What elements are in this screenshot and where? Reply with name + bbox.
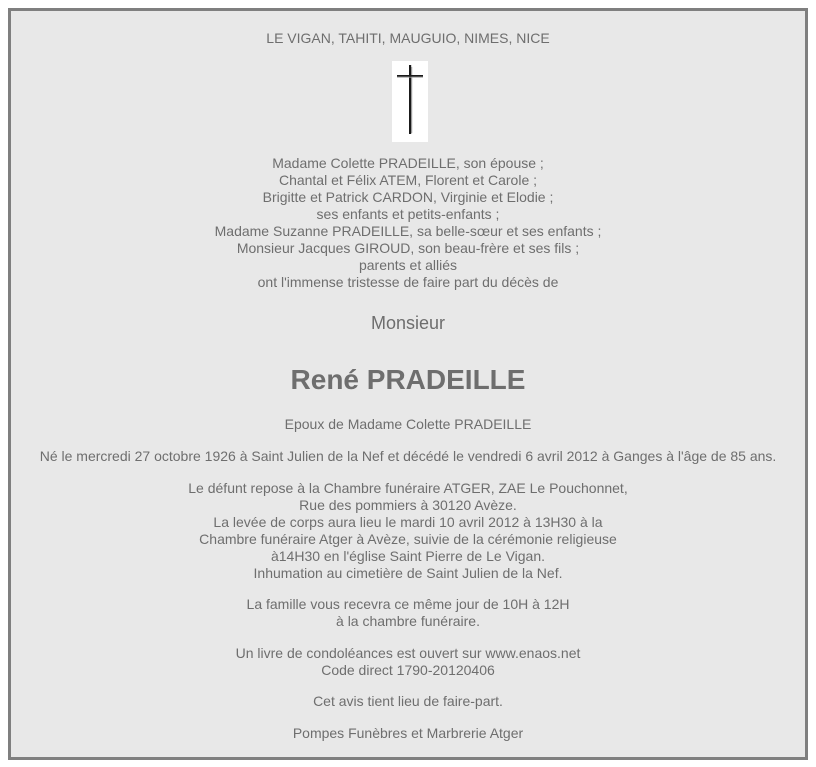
- family-line: ont l'immense tristesse de faire part du décès de: [257, 274, 559, 290]
- reception-line: La famille vous recevra ce même jour de 10H à 12H: [246, 596, 570, 612]
- condolence-details: [11, 645, 805, 679]
- family-line: parents et alliés: [358, 257, 458, 273]
- ceremony-line: Rue des pommiers à 30120 Avèze.: [299, 497, 517, 513]
- obituary-card: [8, 8, 808, 760]
- cross-icon: [392, 61, 428, 142]
- deceased-name: René PRADEILLE: [290, 364, 526, 395]
- condolence-code-line: Code direct 1790-20120406: [321, 662, 495, 678]
- ceremony-line: Inhumation au cimetière de Saint Julien de la Nef.: [253, 565, 563, 581]
- funeral-home-line: Pompes Funèbres et Marbrerie Atger: [292, 725, 524, 741]
- family-line: ses enfants et petits-enfants ;: [316, 206, 500, 222]
- ceremony-line: à14H30 en l'église Saint Pierre de Le Vigan.: [270, 548, 546, 564]
- reception-line: à la chambre funéraire.: [336, 613, 480, 629]
- cross-icon-graphic: [392, 61, 428, 142]
- family-line: Monsieur Jacques GIROUD, son beau-frère et ses fils ;: [236, 240, 580, 256]
- ceremony-line: La levée de corps aura lieu le mardi 10 avril 2012 à 13H30 à la: [213, 514, 603, 530]
- notice-line: Cet avis tient lieu de faire-part.: [313, 693, 503, 709]
- ceremony-line: Le défunt repose à la Chambre funéraire ATGER, ZAE Le Pouchonnet,: [188, 480, 628, 496]
- family-line: Madame Suzanne PRADEILLE, sa belle-sœur et ses enfants ;: [214, 223, 602, 239]
- family-line: Brigitte et Patrick CARDON, Virginie et Elodie ;: [262, 189, 554, 205]
- ceremony-line: Chambre funéraire Atger à Avèze, suivie de la cérémonie religieuse: [199, 531, 617, 547]
- family-line: Chantal et Félix ATEM, Florent et Carole ;: [278, 172, 538, 188]
- deceased-honorific: Monsieur: [370, 313, 446, 333]
- family-announcement: [11, 155, 805, 291]
- spouse-line: Epoux de Madame Colette PRADEILLE: [284, 416, 532, 432]
- reception-details: [11, 596, 805, 630]
- birth-death-line: Né le mercredi 27 octobre 1926 à Saint Julien de la Nef et décédé le vendredi 6 avril 2012 à Ganges à l'âge de 85 ans.: [39, 448, 777, 464]
- places-line: LE VIGAN, TAHITI, MAUGUIO, NIMES, NICE: [266, 30, 550, 46]
- condolence-line: Un livre de condoléances est ouvert sur www.enaos.net: [235, 645, 581, 661]
- ceremony-details: [11, 480, 805, 582]
- family-line: Madame Colette PRADEILLE, son épouse ;: [272, 155, 544, 171]
